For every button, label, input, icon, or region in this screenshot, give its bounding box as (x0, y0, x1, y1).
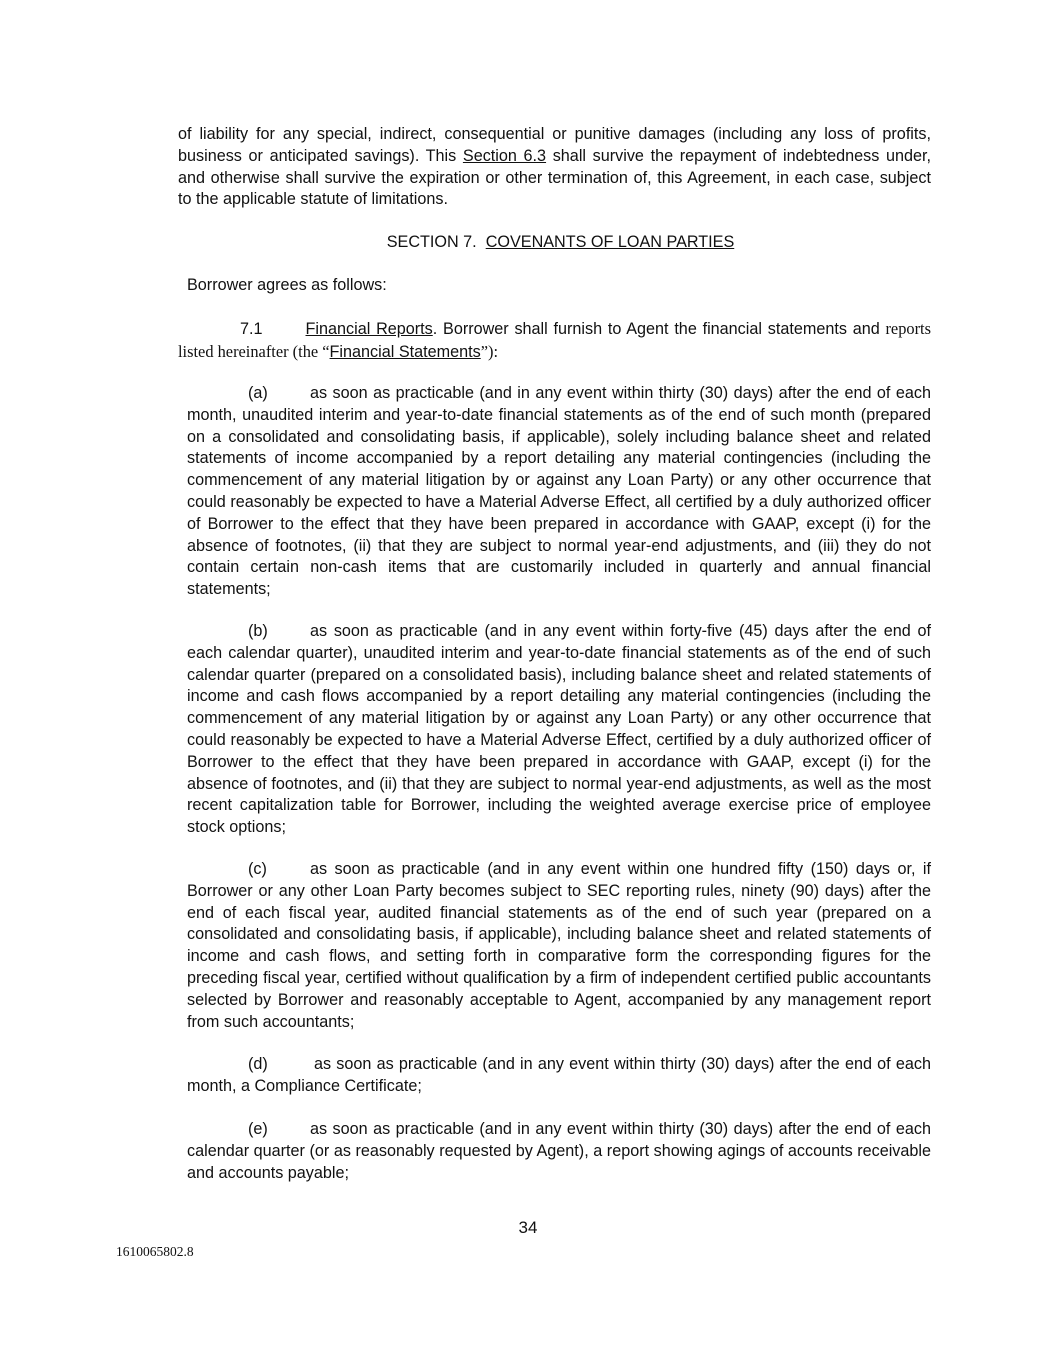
list-item-text: as soon as practicable (and in any event within thirty (30) days) after the end of each calendar quarter (or as reasonably requested by Agent), a report showing agings of accounts receivable and accounts payable; (187, 1120, 931, 1182)
intro-text-before: of liability for any special, indirect, consequential or punitive damages (including any loss of profits, business or anticipated savings). This (178, 125, 931, 165)
list-item-label: (e) (248, 1120, 268, 1138)
list-item-label: (a) (248, 384, 268, 402)
list-item-text: as soon as practicable (and in any event within forty-five (45) days after the end of each calendar quarter), unaudited interim and year-to-date financial statements as of the end of such calendar quarter (prepared on a consolidated basis), including balance sheet and related statements of income and cash flows accompanied by a report detailing any material contingencies (including the commencement of any material litigation by or against any Loan Party) or any other occurrence that could reasonably be expected to have a Material Adverse Effect, certified by a duly authorized officer of Borrower to the effect that they have been prepared in accordance with GAAP, except (i) for the absence of footnotes, and (ii) that they are subject to normal year-end adjustments, as well as the most recent capitalization table for Borrower, including the weighted average exercise price of employee stock options; (187, 622, 931, 837)
list-item (187, 1119, 931, 1184)
subsection-number: 7.1 (240, 320, 263, 338)
intro-text-after: shall survive the repayment of indebtedness under, and otherwise shall survive the expiration or other termination of, this Agreement, in each case, subject to the applicable statute of limitations. (178, 146, 931, 209)
list-item-text: as soon as practicable (and in any event within one hundred fifty (150) days or, if Borrower or any other Loan Party becomes subject to SEC reporting rules, ninety (90) days) after the end of each fiscal year, audited financial statements as of the end of such year (prepared on a consolidated and consolidating basis, if applicable), including balance sheet and related statements of income and cash flows, and setting forth in comparative form the corresponding figures for the preceding fiscal year, certified without qualification by a firm of independent certified public accountants selected by Borrower and reasonably acceptable to Agent, accompanied by any management report from such accountants; (187, 860, 931, 1031)
document-id: 1610065802.8 (116, 1244, 194, 1259)
subsection-title: Financial Reports (305, 320, 433, 338)
list-item (187, 859, 931, 1033)
list-item-label: (b) (248, 622, 268, 640)
borrower-agrees-line: Borrower agrees as follows: (187, 276, 387, 294)
list-item-label: (d) (248, 1055, 268, 1073)
subsection-serif-close: ”): (480, 341, 499, 361)
list-item-label: (c) (248, 860, 267, 878)
page-number: 34 (518, 1218, 538, 1237)
list-item (187, 1054, 931, 1098)
list-item-text: as soon as practicable (and in any event within thirty (30) days) after the end of each month, unaudited interim and year-to-date financial statements as of the end of such month (prepared on a consolidated and consolidating basis, if applicable), solely including balance sheet and related statements of income accompanied by a report detailing any material contingencies (including the commencement of any material litigation by or against any Loan Party) or any other occurrence that could reasonably be expected to have a Material Adverse Effect, all certified by a duly authorized officer of Borrower to the effect that they have been prepared in accordance with GAAP, except (i) for the absence of footnotes, (ii) that they are subject to normal year-end adjustments, and (iii) they do not contain certain non-cash items that are customarily included in quarterly and annual financial statements; (187, 384, 931, 599)
list-item (187, 383, 931, 601)
subsection-serif-text: reports listed hereinafter (the “ (178, 319, 931, 361)
section-title: COVENANTS OF LOAN PARTIES (485, 233, 735, 251)
intro-paragraph (178, 124, 931, 211)
defined-term: Financial Statements (329, 342, 481, 361)
section-number: SECTION 7. (386, 233, 477, 251)
section-6-3-reference: Section 6.3 (462, 146, 547, 165)
list-item (187, 621, 931, 839)
section-7-1-paragraph (178, 318, 931, 364)
section-heading (178, 232, 931, 254)
list-item-text: as soon as practicable (and in any event within thirty (30) days) after the end of each month, a Compliance Certificate; (187, 1055, 931, 1095)
subsection-text: . Borrower shall furnish to Agent the financial statements and (432, 320, 886, 338)
